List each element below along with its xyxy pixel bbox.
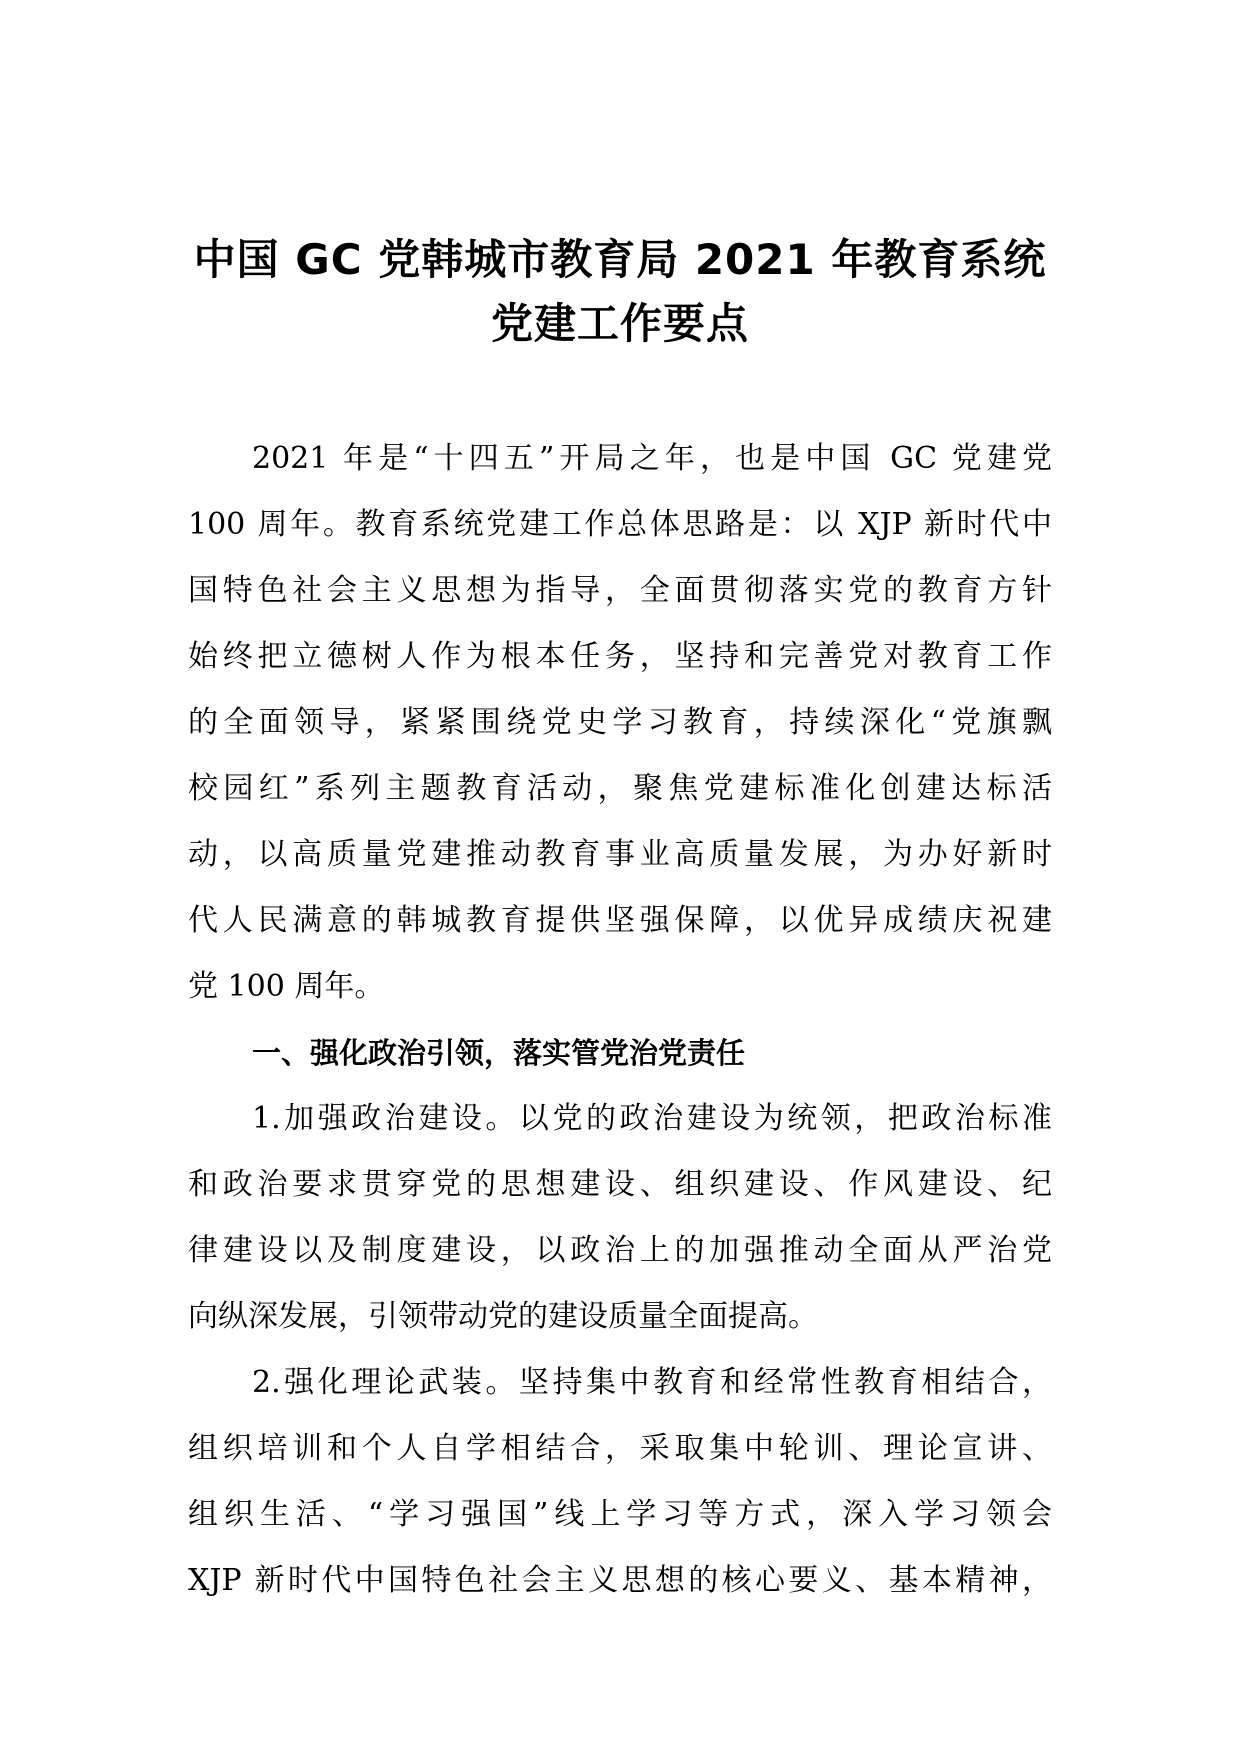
section-heading-1: 一、强化政治引领，落实管党治党责任 [252,1036,746,1070]
paragraph-intro-line: 国特色社会主义思想为指导，全面贯彻落实党的教育方针 [188,573,1052,608]
item-1-line: 和政治要求贯穿党的思想建设、组织建设、作风建设、纪 [188,1167,1052,1202]
paragraph-intro-line: 校园红”系列主题教育活动，聚焦党建标准化创建达标活 [188,771,1052,806]
paragraph-intro-line: 的全面领导，紧紧围绕党史学习教育，持续深化“党旗飘 [188,705,1052,740]
paragraph-intro-line: 100 周年。教育系统党建工作总体思路是：以 XJP 新时代中 [188,507,1052,542]
title-line-1: 中国 GC 党韩城市教育局 2021 年教育系统 [193,235,1047,284]
title-line-2: 党建工作要点 [490,299,749,348]
paragraph-intro-line: 动，以高质量党建推动教育事业高质量发展，为办好新时 [188,837,1052,872]
paragraph-intro-line: 始终把立德树人作为根本任务，坚持和完善党对教育工作 [188,639,1052,674]
item-1-line: 向纵深发展，引领带动党的建设质量全面提高。 [188,1299,818,1334]
item-1-line: 1.加强政治建设。以党的政治建设为统领，把政治标准 [252,1101,1052,1136]
paragraph-intro-line: 党 100 周年。 [188,969,385,1004]
paragraph-intro-line: 代人民满意的韩城教育提供坚强保障，以优异成绩庆祝建 [188,903,1052,938]
item-2-line: 组织生活、“学习强国”线上学习等方式，深入学习领会 [188,1497,1052,1532]
item-2-line: 组织培训和个人自学相结合，采取集中轮训、理论宣讲、 [188,1431,1052,1466]
document-body [188,426,1052,1614]
item-1-line: 律建设以及制度建设，以政治上的加强推动全面从严治党 [188,1233,1052,1268]
paragraph-intro-line: 2021 年是“十四五”开局之年，也是中国 GC 党建党 [252,441,1052,476]
document-title [130,228,1110,356]
item-2-line: XJP 新时代中国特色社会主义思想的核心要义、基本精神， [188,1563,1052,1598]
item-2-line: 2.强化理论武装。坚持集中教育和经常性教育相结合， [252,1365,1052,1400]
